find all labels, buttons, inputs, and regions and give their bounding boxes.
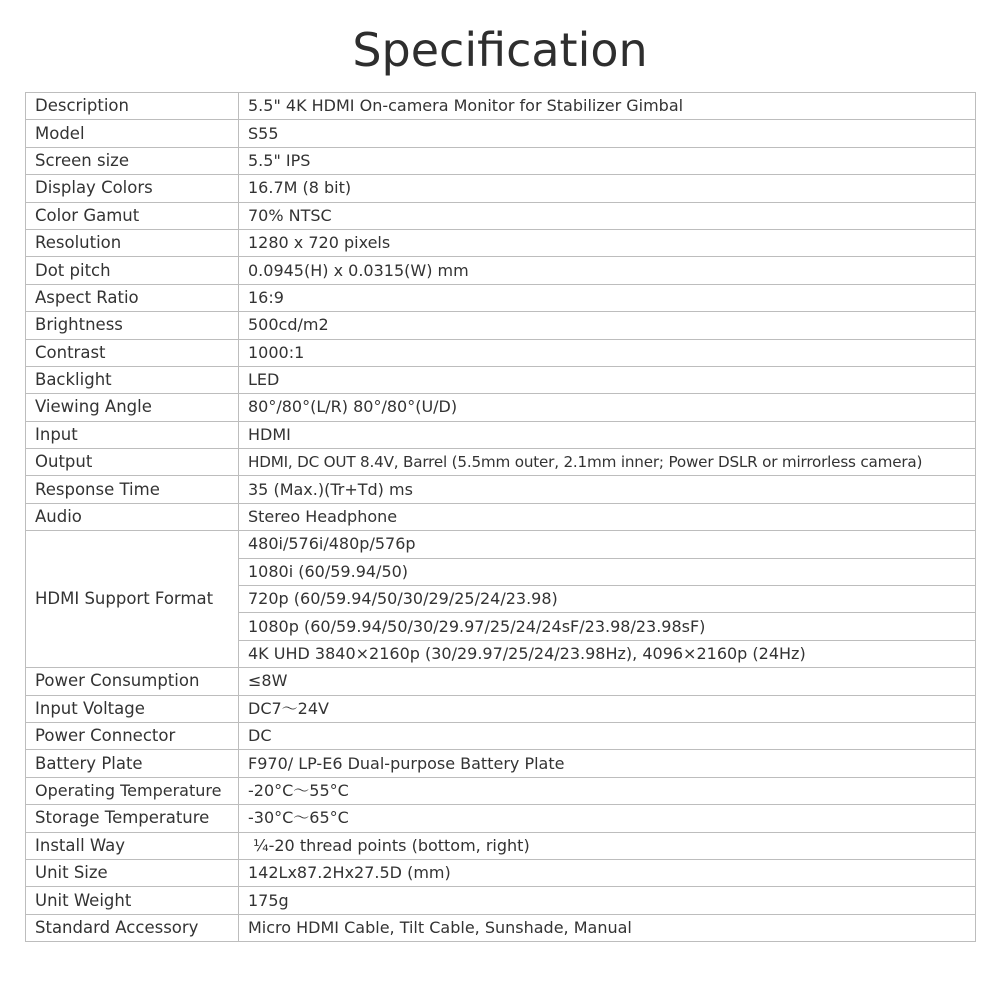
page-title: Specification xyxy=(352,23,648,77)
row-label: Output xyxy=(26,449,239,476)
row-label: Storage Temperature xyxy=(26,805,239,832)
row-value: 80°/80°(L/R) 80°/80°(U/D) xyxy=(239,394,976,421)
row-value: DC xyxy=(239,722,976,749)
hdmi-format-value: 1080i (60/59.94/50) xyxy=(239,558,976,585)
row-value: 500cd/m2 xyxy=(239,312,976,339)
table-row xyxy=(26,722,976,749)
row-label: Screen size xyxy=(26,147,239,174)
row-value: ≤8W xyxy=(239,668,976,695)
row-value: 35 (Max.)(Tr+Td) ms xyxy=(239,476,976,503)
row-label: Brightness xyxy=(26,312,239,339)
row-value: 1000:1 xyxy=(239,339,976,366)
table-row xyxy=(26,476,976,503)
row-label: Battery Plate xyxy=(26,750,239,777)
table-row xyxy=(26,93,976,120)
hdmi-format-value: 720p (60/59.94/50/30/29/25/24/23.98) xyxy=(239,586,976,613)
row-value: 1280 x 720 pixels xyxy=(239,229,976,256)
spec-table xyxy=(25,92,976,942)
table-row xyxy=(26,175,976,202)
table-row xyxy=(26,503,976,530)
hdmi-format-value: 4K UHD 3840×2160p (30/29.97/25/24/23.98Hz), 4096×2160p (24Hz) xyxy=(239,640,976,667)
row-label: Power Connector xyxy=(26,722,239,749)
table-row-hdmi xyxy=(26,531,976,558)
row-label: Aspect Ratio xyxy=(26,284,239,311)
row-label: Resolution xyxy=(26,229,239,256)
table-row xyxy=(26,366,976,393)
table-row xyxy=(26,887,976,914)
row-label: Dot pitch xyxy=(26,257,239,284)
row-label: Install Way xyxy=(26,832,239,859)
row-value: 16.7M (8 bit) xyxy=(239,175,976,202)
row-label: Audio xyxy=(26,503,239,530)
table-row xyxy=(26,859,976,886)
row-value: 70% NTSC xyxy=(239,202,976,229)
row-value: 5.5" IPS xyxy=(239,147,976,174)
row-value: DC7～24V xyxy=(239,695,976,722)
table-row xyxy=(26,202,976,229)
row-label: Unit Size xyxy=(26,859,239,886)
table-row xyxy=(26,339,976,366)
table-row xyxy=(26,421,976,448)
row-value: ¼-20 thread points (bottom, right) xyxy=(239,832,976,859)
table-row xyxy=(26,147,976,174)
table-row xyxy=(26,695,976,722)
hdmi-format-value: 480i/576i/480p/576p xyxy=(239,531,976,558)
row-value: F970/ LP-E6 Dual-purpose Battery Plate xyxy=(239,750,976,777)
row-label: Viewing Angle xyxy=(26,394,239,421)
row-label: Description xyxy=(26,93,239,120)
row-label: Unit Weight xyxy=(26,887,239,914)
row-value: Stereo Headphone xyxy=(239,503,976,530)
row-value: 142Lx87.2Hx27.5D (mm) xyxy=(239,859,976,886)
row-value: 16:9 xyxy=(239,284,976,311)
table-row xyxy=(26,777,976,804)
table-row xyxy=(26,257,976,284)
row-label: Model xyxy=(26,120,239,147)
table-row xyxy=(26,832,976,859)
row-label: Backlight xyxy=(26,366,239,393)
table-row xyxy=(26,750,976,777)
row-value: -30°C～65°C xyxy=(239,805,976,832)
table-row xyxy=(26,914,976,941)
row-value: 175g xyxy=(239,887,976,914)
row-label: Operating Temperature xyxy=(26,777,239,804)
row-value: HDMI xyxy=(239,421,976,448)
row-value: LED xyxy=(239,366,976,393)
table-row xyxy=(26,120,976,147)
row-label: Input Voltage xyxy=(26,695,239,722)
table-row xyxy=(26,805,976,832)
row-label: Power Consumption xyxy=(26,668,239,695)
row-value: 5.5" 4K HDMI On-camera Monitor for Stabilizer Gimbal xyxy=(239,93,976,120)
table-row xyxy=(26,449,976,476)
row-label: Response Time xyxy=(26,476,239,503)
hdmi-format-value: 1080p (60/59.94/50/30/29.97/25/24/24sF/23.98/23.98sF) xyxy=(239,613,976,640)
table-row xyxy=(26,284,976,311)
row-label: Contrast xyxy=(26,339,239,366)
table-row xyxy=(26,229,976,256)
table-row xyxy=(26,312,976,339)
table-row xyxy=(26,668,976,695)
row-value: Micro HDMI Cable, Tilt Cable, Sunshade, Manual xyxy=(239,914,976,941)
row-value: HDMI, DC OUT 8.4V, Barrel (5.5mm outer, 2.1mm inner; Power DSLR or mirrorless camera) xyxy=(239,449,976,476)
hdmi-support-label: HDMI Support Format xyxy=(26,531,239,668)
table-row xyxy=(26,394,976,421)
row-label: Display Colors xyxy=(26,175,239,202)
row-value: S55 xyxy=(239,120,976,147)
row-label: Input xyxy=(26,421,239,448)
row-value: 0.0945(H) x 0.0315(W) mm xyxy=(239,257,976,284)
row-label: Standard Accessory xyxy=(26,914,239,941)
row-label: Color Gamut xyxy=(26,202,239,229)
row-value: -20°C～55°C xyxy=(239,777,976,804)
